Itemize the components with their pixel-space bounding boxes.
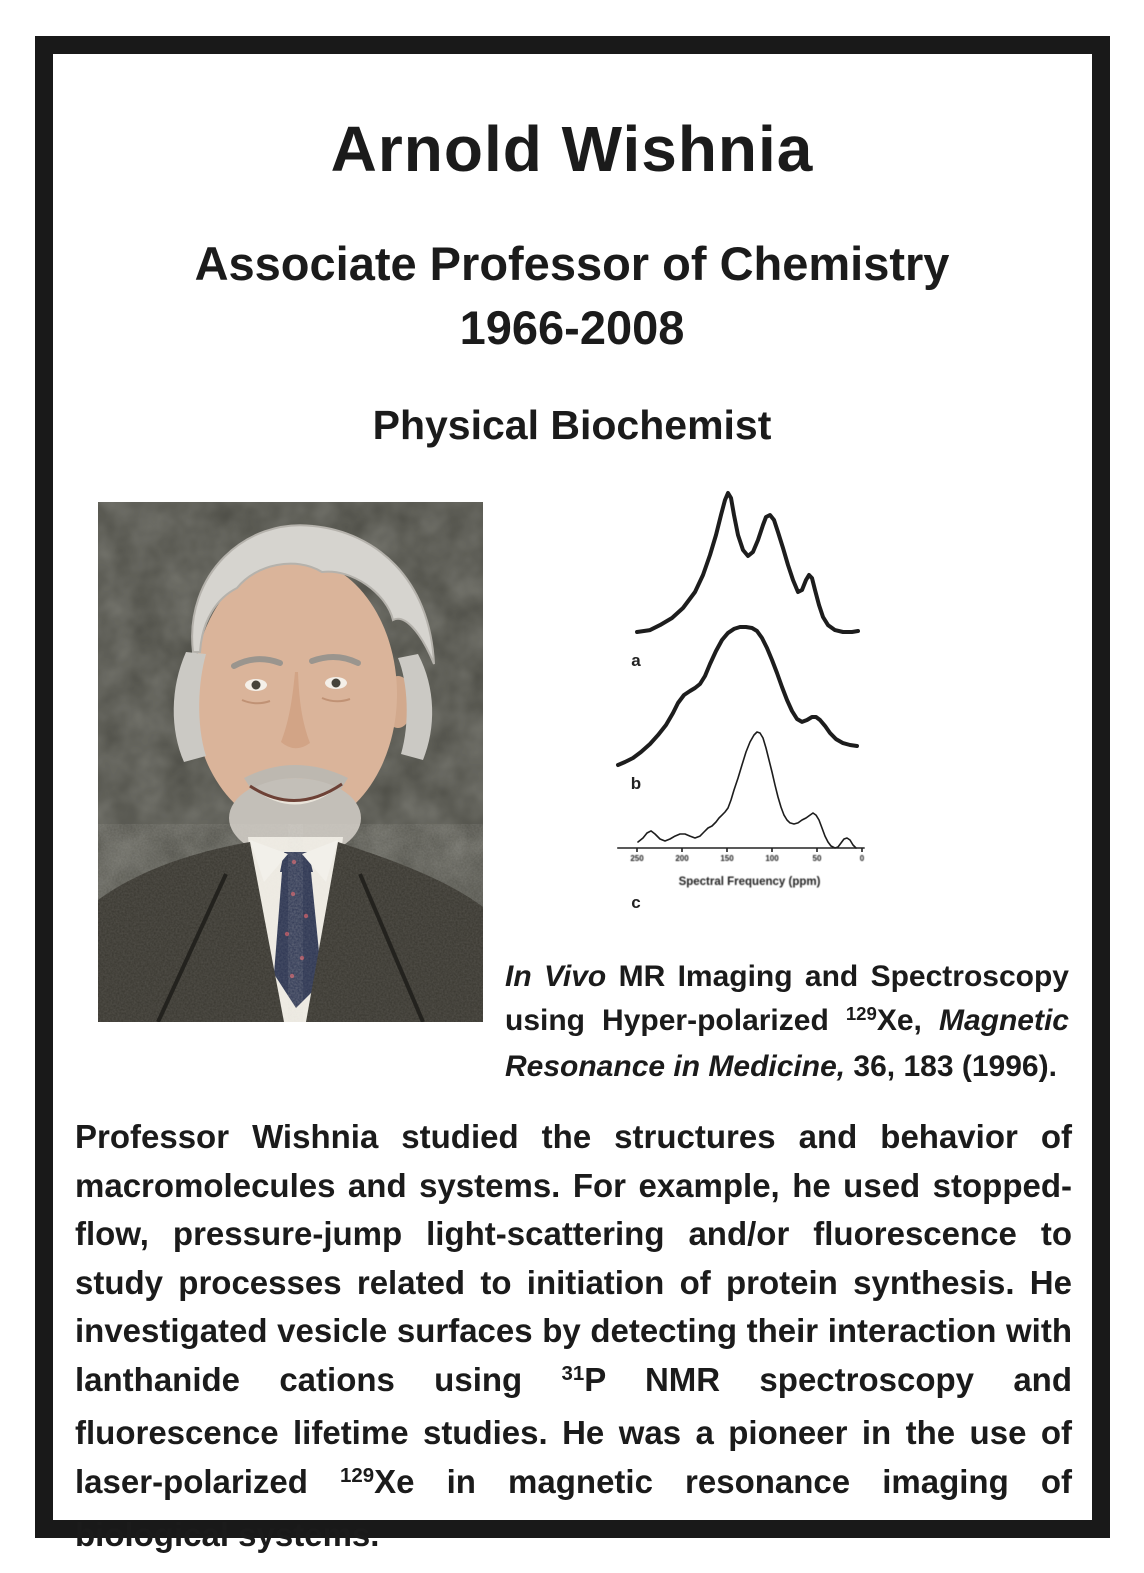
spectrum-curve-a xyxy=(637,493,858,632)
spectra-chart xyxy=(600,478,900,918)
spectrum-label-c: c xyxy=(631,893,641,912)
x-tick-label: 150 xyxy=(720,854,734,863)
x-tick-label: 250 xyxy=(630,854,644,863)
spectrum-label-a: a xyxy=(631,651,641,670)
professor-subtitle xyxy=(0,232,1144,360)
right-iris xyxy=(332,679,341,688)
spectrum-label-b: b xyxy=(630,774,642,793)
chart-x-axis xyxy=(617,848,865,888)
x-tick-label: 50 xyxy=(812,854,822,863)
portrait-photo xyxy=(98,502,483,1022)
subtitle-position: Associate Professor of Chemistry xyxy=(194,237,950,290)
x-axis-caption: Spectral Frequency (ppm) xyxy=(678,876,821,888)
publication-citation: In Vivo MR Imaging and Spectroscopy using Hyper-polarized $^{129}$Xe, Magnetic Resonance in Medicine, 36, 183 (1996). xyxy=(505,960,1069,1083)
biography-paragraph: Professor Wishnia studied the structures and behavior of macromolecules and systems. For example, he used stopped-flow, pressure-jump light-scattering and/or fluorescence to study processes related to initiation of protein synthesis. He investigated vesicle surfaces by detecting their interaction with lanthanide cations using $^{31}$P NMR spectroscopy and fluorescence lifetime studies. He was a pioneer in the use of laser-polarized $^{129}$Xe in magnetic resonance imaging of biological systems. xyxy=(75,1118,1072,1553)
role-heading: Physical Biochemist xyxy=(372,402,772,448)
x-tick-label: 200 xyxy=(675,854,689,863)
subtitle-years: 1966-2008 xyxy=(459,301,685,354)
x-tick-label: 0 xyxy=(859,854,865,863)
page-title: Arnold Wishnia xyxy=(330,113,814,185)
left-iris xyxy=(252,681,261,690)
x-tick-label: 100 xyxy=(765,854,779,863)
spectrum-curve-b xyxy=(618,627,857,765)
spectrum-curve-c xyxy=(638,732,856,848)
